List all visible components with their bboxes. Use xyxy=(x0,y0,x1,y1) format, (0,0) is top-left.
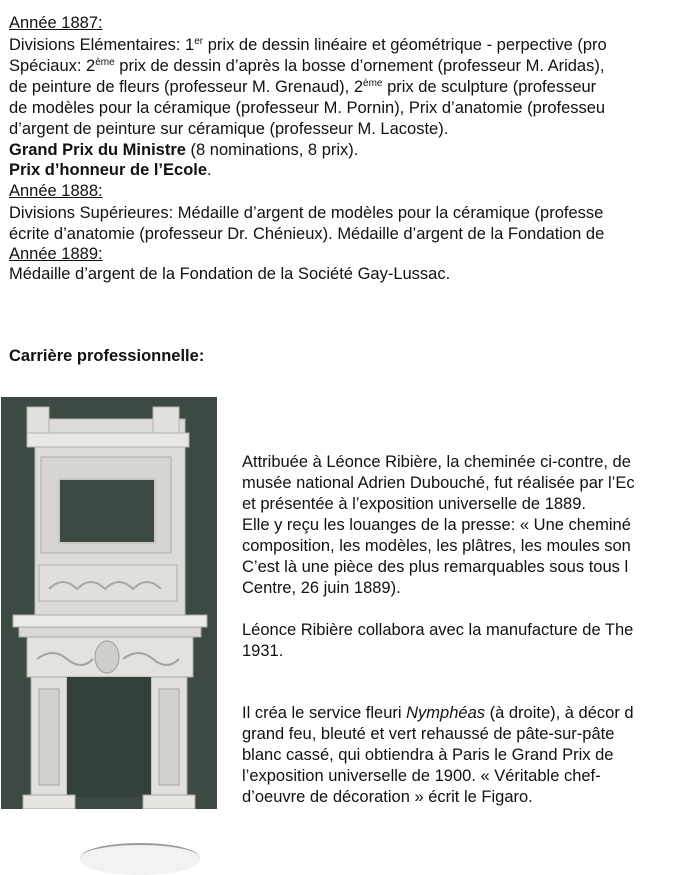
career-line xyxy=(242,578,401,599)
line-text: de modèles pour la céramique (professeur M. Pornin), Prix d’anatomie (professeu xyxy=(9,99,606,117)
career-line xyxy=(242,641,283,662)
award-title: Prix d’honneur de l’Ecole xyxy=(9,161,208,179)
line-text: Divisions Elémentaires: 1 xyxy=(9,36,195,54)
line-text: grand feu, bleuté et vert rehaussé de pâte-sur-pâte xyxy=(242,725,615,743)
line-text: Spéciaux: 2 xyxy=(9,57,96,75)
line-text: prix de dessin d’après la bosse d’ornement (professeur M. Aridas), xyxy=(114,57,605,75)
line-text: Il créa le service fleuri xyxy=(242,704,407,722)
career-line xyxy=(242,724,614,745)
line-text: Centre, 26 juin 1889). xyxy=(242,579,401,597)
line-text: écrite d’anatomie (professeur Dr. Chénieux). Médaille d’argent de la Fondation de xyxy=(9,225,605,243)
award-line xyxy=(9,160,212,181)
award-line xyxy=(9,140,358,161)
service-name: Nymphéas xyxy=(406,704,486,722)
ordinal-suffix: ème xyxy=(363,78,383,89)
career-line xyxy=(242,473,635,494)
line-text: Attribuée à Léonce Ribière, la cheminée ci-contre, de xyxy=(242,453,631,471)
award-line xyxy=(9,203,603,224)
award-line xyxy=(9,244,103,265)
career-line xyxy=(242,536,631,557)
award-line xyxy=(9,98,605,119)
line-text: d’oeuvre de décoration » écrit le Figaro. xyxy=(242,788,533,806)
line-text: et présentée à l’exposition universelle de 1889. xyxy=(242,495,586,513)
award-line xyxy=(9,119,448,140)
line-text: (à droite), à décor d xyxy=(485,704,634,722)
award-line xyxy=(9,224,604,245)
line-text: Médaille d’argent de la Fondation de la Société Gay-Lussac. xyxy=(9,265,451,283)
line-text: prix de dessin linéaire et géométrique - perpective (pro xyxy=(203,36,607,54)
fireplace-illustration xyxy=(1,397,217,809)
line-text: Divisions Supérieures: Médaille d’argent de modèles pour la céramique (professe xyxy=(9,204,604,222)
line-text: . xyxy=(207,161,212,179)
career-line xyxy=(242,557,628,578)
career-line xyxy=(242,494,586,515)
year-heading: Année 1888: xyxy=(9,182,103,200)
line-text: blanc cassé, qui obtiendra à Paris le Grand Prix de xyxy=(242,746,614,764)
section-heading: Carrière professionnelle: xyxy=(9,347,205,365)
ordinal-suffix: ème xyxy=(95,57,115,68)
award-title: Grand Prix du Ministre xyxy=(9,141,186,159)
line-text: C’est là une pièce des plus remarquables sous tous l xyxy=(242,558,629,576)
line-text: (8 nominations, 8 prix). xyxy=(185,141,359,159)
year-heading: Année 1887: xyxy=(9,14,103,32)
line-text: composition, les modèles, les plâtres, les moules son xyxy=(242,537,631,555)
award-line xyxy=(9,264,450,285)
career-line xyxy=(242,745,613,766)
line-text: musée national Adrien Dubouché, fut réalisée par l’Ec xyxy=(242,474,635,492)
career-line xyxy=(242,787,533,808)
award-line xyxy=(9,13,103,34)
award-line xyxy=(9,56,604,77)
career-line xyxy=(242,703,634,724)
career-line xyxy=(242,515,631,536)
fireplace-photo xyxy=(1,397,217,809)
line-text: de peinture de fleurs (professeur M. Grenaud), 2 xyxy=(9,78,364,96)
award-line xyxy=(9,181,103,202)
line-text: prix de sculpture (professeur xyxy=(382,78,597,96)
line-text: l’exposition universelle de 1900. « Véritable chef- xyxy=(242,767,601,785)
line-text: 1931. xyxy=(242,642,284,660)
career-line xyxy=(242,766,601,787)
ordinal-suffix: er xyxy=(194,36,204,47)
career-line xyxy=(242,452,631,473)
career-line xyxy=(242,620,633,641)
line-text: d’argent de peinture sur céramique (professeur M. Lacoste). xyxy=(9,120,449,138)
award-line xyxy=(9,35,607,56)
line-text: Elle y reçu les louanges de la presse: « Une cheminé xyxy=(242,516,631,534)
plate-photo xyxy=(80,843,200,875)
year-heading: Année 1889: xyxy=(9,245,103,263)
line-text: Léonce Ribière collabora avec la manufacture de The xyxy=(242,621,634,639)
award-line xyxy=(9,77,596,98)
